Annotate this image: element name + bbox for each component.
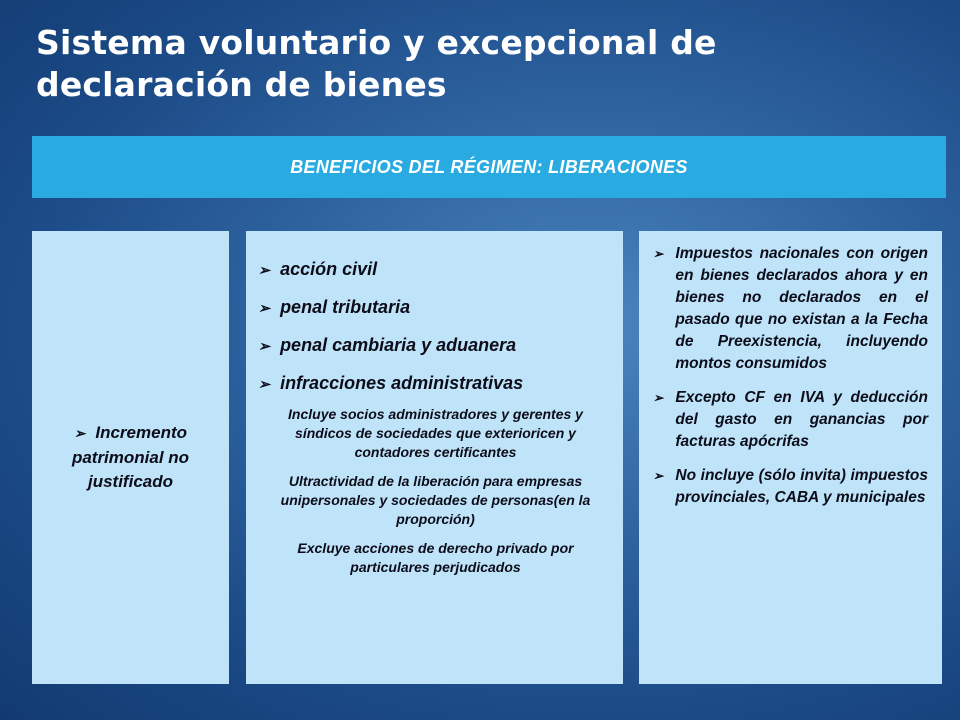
list-item bbox=[258, 371, 613, 397]
list-item bbox=[653, 387, 928, 453]
note-text: Excluye acciones de derecho privado por particulares perjudicados bbox=[297, 540, 574, 575]
box-impuestos bbox=[639, 231, 942, 684]
box-acciones bbox=[246, 231, 623, 684]
arrow-bullet-icon: ➢ bbox=[653, 391, 664, 405]
list-item bbox=[653, 243, 928, 375]
arrow-bullet-icon: ➢ bbox=[653, 247, 664, 261]
note-text: Incluye socios administradores y gerentes y síndicos de sociedades que exterioricen y contadores certificantes bbox=[288, 406, 583, 460]
slide-title bbox=[36, 22, 936, 106]
box-patrimonial bbox=[32, 231, 229, 684]
list-item-label: Impuestos nacionales con origen en bienes declarados ahora y en bienes no declarados en el pasado que no existan a la Fecha de Preexistencia, incluyendo montos consumidos bbox=[675, 245, 928, 372]
title-line-1: Sistema voluntario y excepcional de bbox=[36, 23, 717, 62]
list-item-label: Excepto CF en IVA y deducción del gasto en ganancias por facturas apócrifas bbox=[675, 389, 928, 450]
patrimonial-label: Incremento patrimonial no justificado bbox=[71, 423, 190, 491]
benefits-banner bbox=[32, 136, 946, 198]
arrow-bullet-icon: ➢ bbox=[653, 469, 664, 483]
list-item bbox=[258, 333, 613, 359]
list-item bbox=[258, 295, 613, 321]
patrimonial-item bbox=[41, 421, 221, 494]
note-text: Ultractividad de la liberación para empresas unipersonales y sociedades de personas(en la proporción) bbox=[280, 473, 591, 527]
list-item-label: penal cambiaria y aduanera bbox=[280, 335, 517, 355]
list-item bbox=[258, 257, 613, 283]
arrow-bullet-icon: ➢ bbox=[258, 301, 271, 317]
list-item-label: acción civil bbox=[280, 259, 378, 279]
list-item bbox=[653, 465, 928, 509]
arrow-bullet-icon: ➢ bbox=[258, 263, 271, 279]
arrow-bullet-icon: ➢ bbox=[73, 426, 86, 441]
title-line-2: declaración de bienes bbox=[36, 65, 447, 104]
list-item-label: No incluye (sólo invita) impuestos provinciales, CABA y municipales bbox=[675, 467, 928, 506]
arrow-bullet-icon: ➢ bbox=[258, 339, 271, 355]
list-item-label: infracciones administrativas bbox=[280, 373, 524, 393]
banner-text: BENEFICIOS DEL RÉGIMEN: LIBERACIONES bbox=[290, 156, 688, 177]
arrow-bullet-icon: ➢ bbox=[258, 377, 271, 393]
list-item-label: penal tributaria bbox=[280, 297, 411, 317]
